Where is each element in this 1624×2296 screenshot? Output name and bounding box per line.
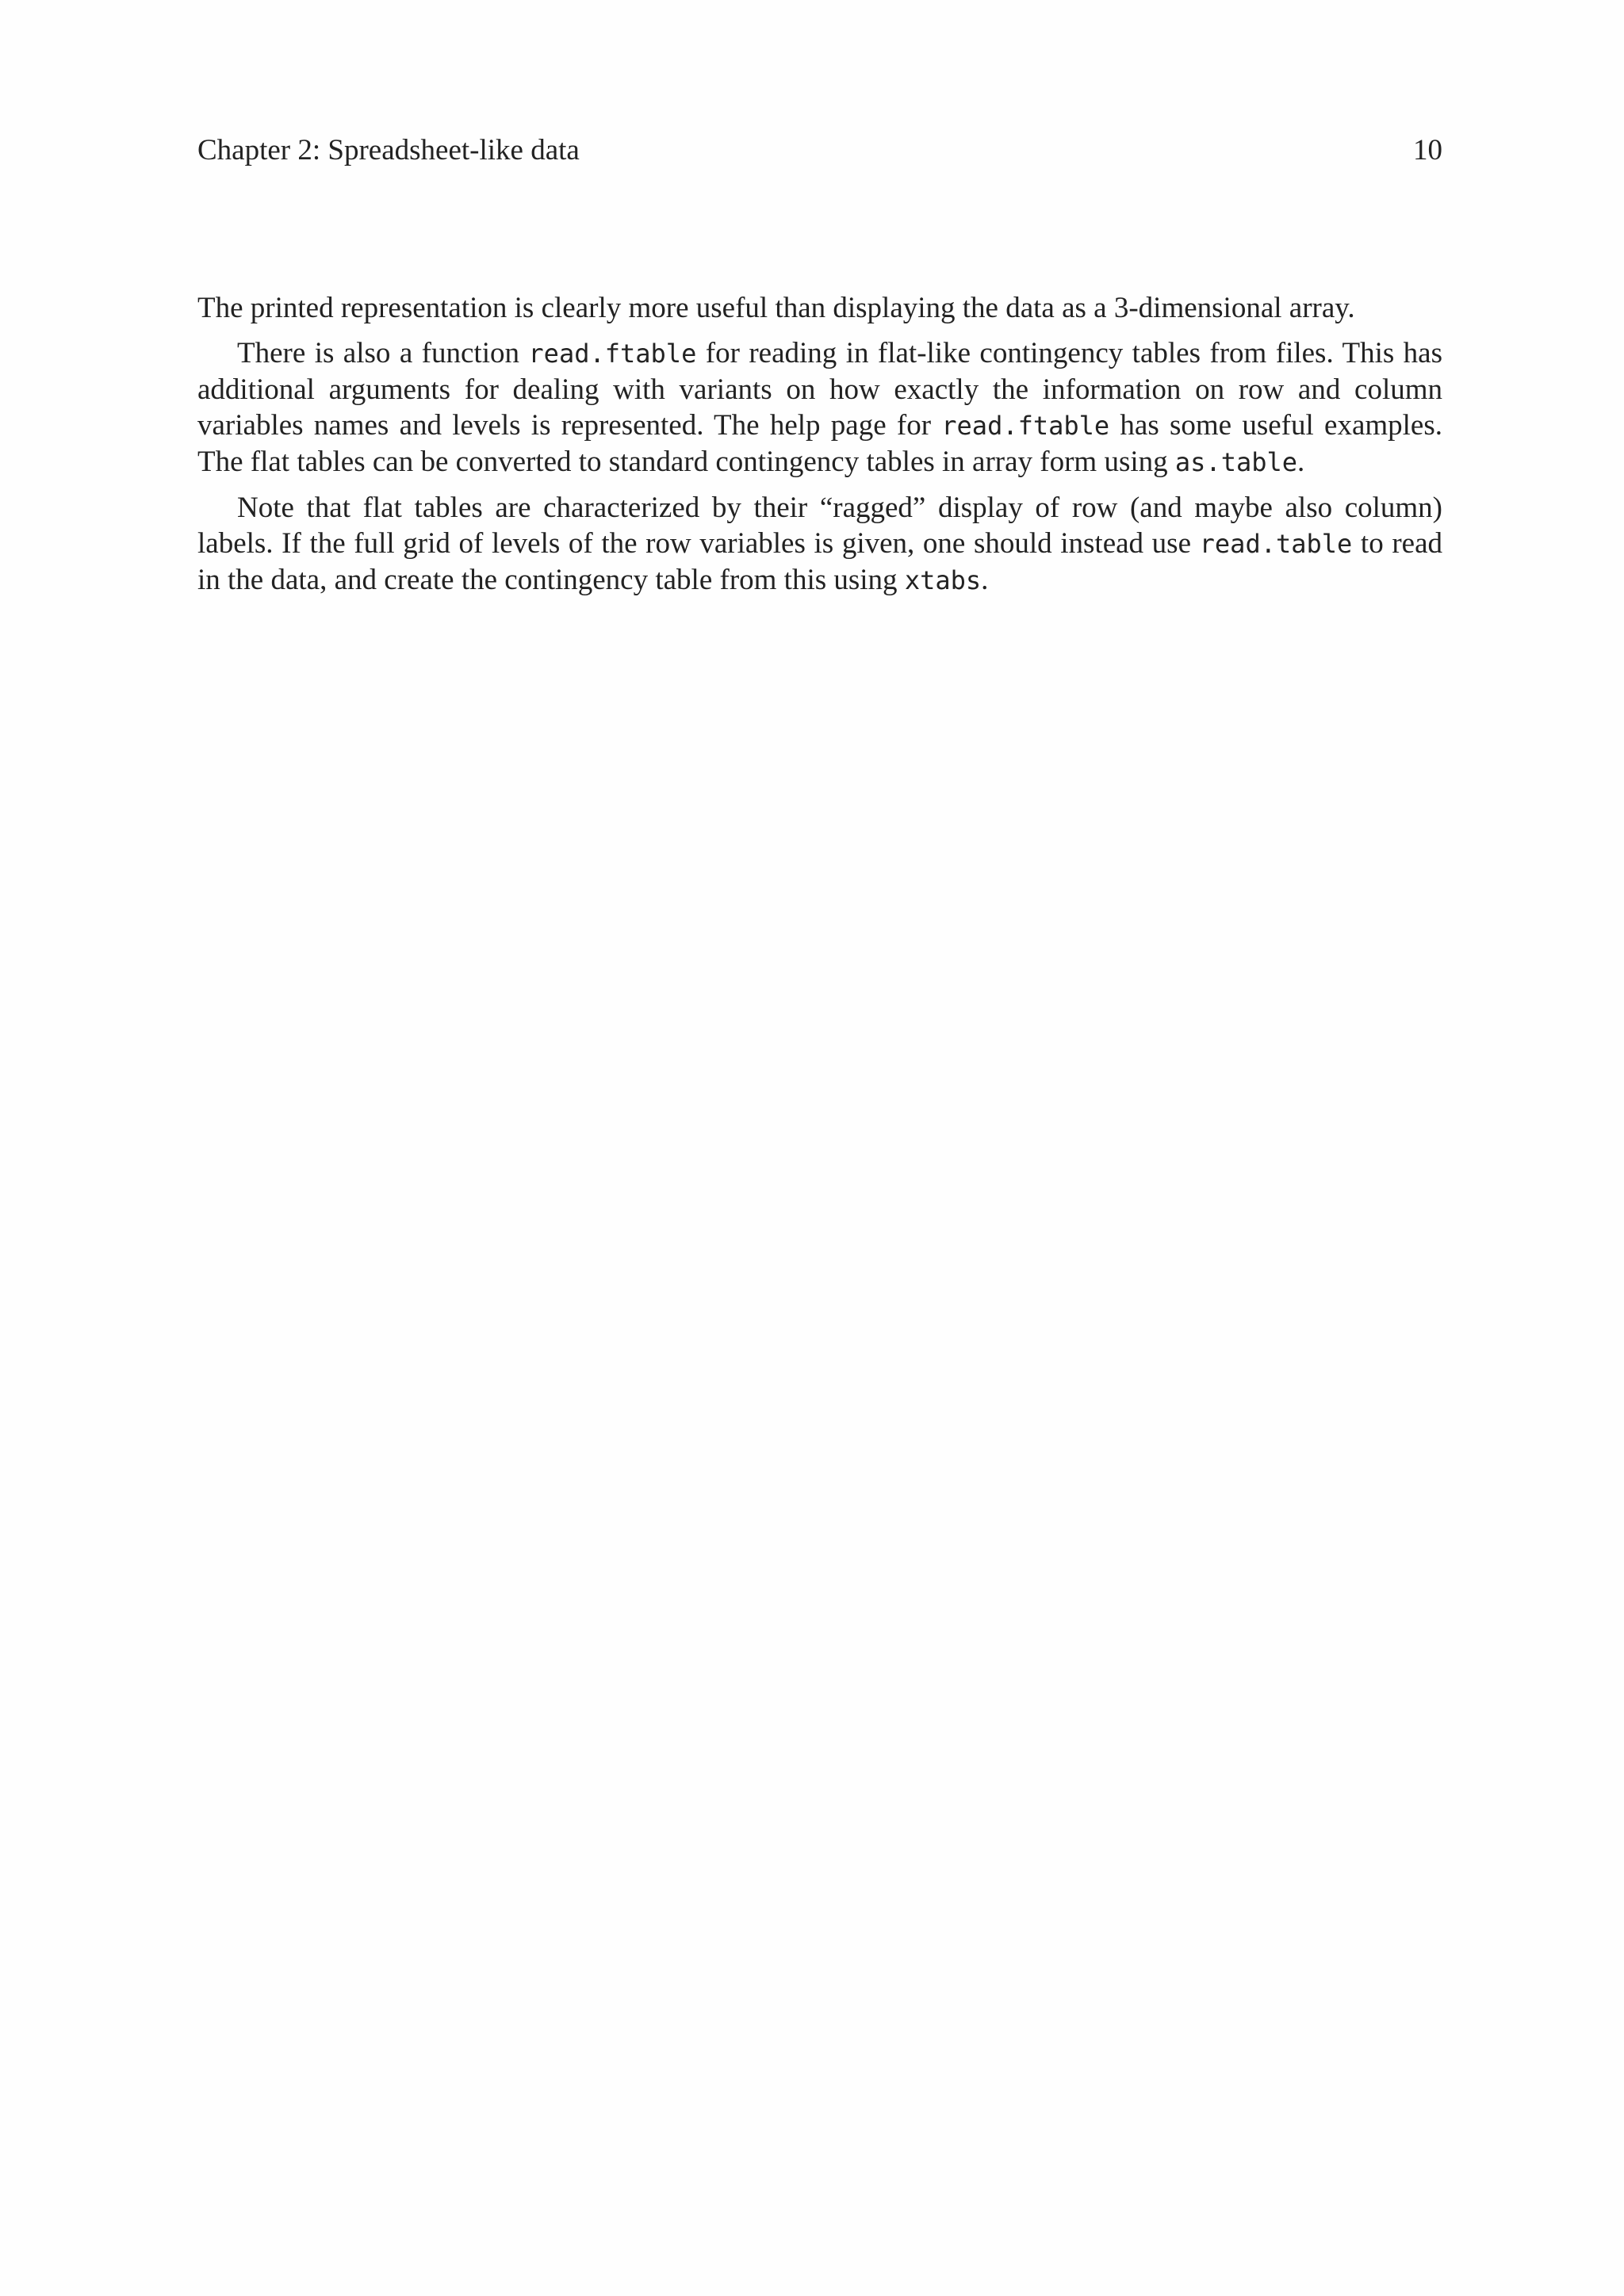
paragraph-3 <box>197 490 1442 599</box>
text-span: has some useful examples. The flat tables can be converted to standard contingency tables in array form using <box>197 409 1442 478</box>
text-span: for reading in flat-like contingency tables from files. This has additional arguments for dealing with variants on how exactly the information on row and column variables names and levels is represented. The help page for <box>197 337 1442 442</box>
paragraph-1 <box>197 290 1442 326</box>
text-span: . <box>981 564 989 596</box>
code-as-table: as.table <box>1174 447 1298 477</box>
page-number: 10 <box>1413 134 1442 166</box>
paragraph-2 <box>197 335 1442 480</box>
code-read-ftable: read.ftable <box>941 411 1110 441</box>
chapter-title: Chapter 2: Spreadsheet-like data <box>197 134 580 166</box>
code-read-ftable: read.ftable <box>528 339 697 369</box>
text-span: to read in the data, and create the contingency table from this using <box>197 527 1442 596</box>
text-span: There is also a function <box>237 337 529 369</box>
code-read-table: read.table <box>1199 529 1353 559</box>
text-span: . <box>1297 446 1305 478</box>
code-xtabs: xtabs <box>904 565 982 595</box>
text-span: Note that flat tables are characterized by their “ragged” display of row (and maybe also column) labels. If the full grid of levels of the row variables is given, one should instead use <box>197 492 1442 560</box>
running-header <box>197 132 1442 170</box>
body-text <box>197 290 1442 608</box>
text-span: The printed representation is clearly more useful than displaying the data as a 3-dimensional array. <box>197 292 1355 324</box>
